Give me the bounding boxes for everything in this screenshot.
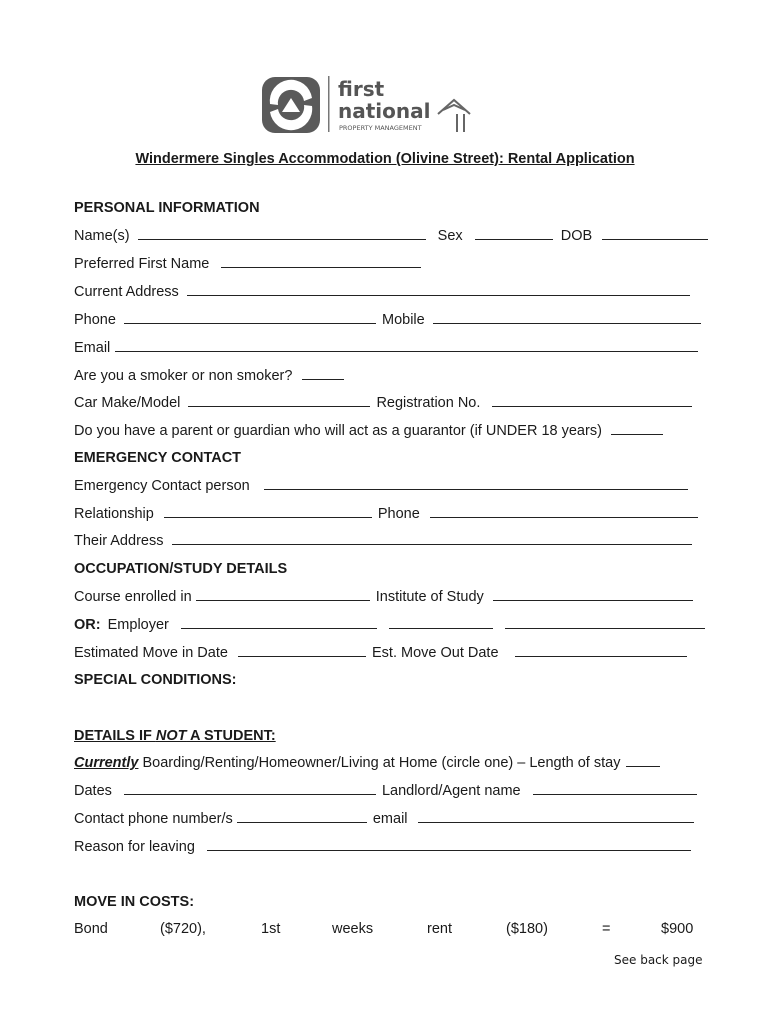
- contact-phone-label: Contact phone number/s: [74, 811, 233, 827]
- smoker-field[interactable]: [302, 366, 344, 380]
- dates-field[interactable]: [124, 781, 376, 795]
- landlord-label: Landlord/Agent name: [381, 783, 521, 799]
- reason-label: Reason for leaving: [74, 839, 195, 855]
- smoker-label: Are you a smoker or non smoker?: [74, 368, 293, 384]
- dob-field[interactable]: [602, 226, 708, 240]
- guarantor-row: [74, 421, 663, 441]
- preferred-name-row: [74, 254, 421, 274]
- current-address-field[interactable]: [187, 282, 690, 296]
- dates-label: Dates: [74, 783, 112, 799]
- emergency-person-row: [74, 476, 688, 496]
- relationship-label: Relationship: [74, 506, 154, 522]
- email-label: Email: [74, 340, 111, 356]
- email-field[interactable]: [115, 338, 698, 352]
- personal-info-heading: PERSONAL INFORMATION: [74, 200, 260, 216]
- email-row: [74, 338, 698, 358]
- emergency-person-field[interactable]: [264, 476, 688, 490]
- cost-word: Bond: [74, 921, 108, 937]
- landlord-field[interactable]: [533, 781, 697, 795]
- guarantor-label: Do you have a parent or guardian who will act as a guarantor (if UNDER 18 years): [74, 423, 602, 439]
- accommodation-status-text: Boarding/Renting/Homeowner/Living at Home (circle one) – Length of stay: [142, 755, 621, 771]
- phone-row: [74, 310, 701, 330]
- guarantor-field[interactable]: [611, 421, 663, 435]
- contact-phone-field[interactable]: [237, 809, 367, 823]
- registration-field[interactable]: [492, 393, 692, 407]
- cost-word: 1st: [261, 921, 281, 937]
- course-row: [74, 587, 693, 607]
- move-out-field[interactable]: [515, 643, 687, 657]
- logo-brand-line2: national: [338, 99, 431, 123]
- currently-label: Currently: [74, 755, 139, 771]
- car-field[interactable]: [188, 393, 370, 407]
- special-conditions-heading: SPECIAL CONDITIONS:: [74, 672, 237, 688]
- currently-row: [74, 753, 660, 773]
- dates-row: [74, 781, 697, 801]
- logo-brand-line1: first: [338, 77, 385, 101]
- cost-word: weeks: [332, 921, 374, 937]
- relationship-field[interactable]: [164, 504, 372, 518]
- mobile-field[interactable]: [433, 310, 701, 324]
- move-in-costs-heading: MOVE IN COSTS:: [74, 894, 195, 910]
- move-dates-row: [74, 643, 687, 663]
- current-address-label: Current Address: [74, 284, 179, 300]
- emergency-person-label: Emergency Contact person: [74, 478, 250, 494]
- landlord-email-field[interactable]: [418, 809, 694, 823]
- not-student-heading-post: A STUDENT:: [186, 728, 276, 744]
- house-icon: [438, 100, 470, 132]
- occupation-heading: OCCUPATION/STUDY DETAILS: [74, 561, 288, 577]
- phone-label: Phone: [74, 312, 116, 328]
- cost-word: rent: [427, 921, 452, 937]
- logo-tagline: PROPERTY MANAGEMENT: [339, 124, 422, 132]
- preferred-name-field[interactable]: [221, 254, 421, 268]
- cost-word: ($180): [506, 921, 548, 937]
- institute-field[interactable]: [493, 587, 693, 601]
- or-label: OR:: [74, 617, 101, 633]
- form-title: Windermere Singles Accommodation (Olivine Street): Rental Application: [135, 151, 635, 167]
- move-in-label: Estimated Move in Date: [74, 645, 228, 661]
- not-student-heading-pre: DETAILS IF: [74, 728, 156, 744]
- car-row: [74, 393, 692, 413]
- relationship-row: [74, 504, 698, 524]
- landlord-email-label: email: [372, 811, 408, 827]
- names-row: [74, 226, 708, 246]
- move-in-costs-row: [74, 919, 696, 939]
- employer-field[interactable]: [181, 615, 377, 629]
- see-back-page-note: See back page: [614, 953, 703, 967]
- their-address-row: [74, 531, 692, 551]
- first-national-logo: [260, 74, 476, 136]
- their-address-field[interactable]: [172, 531, 692, 545]
- not-student-heading-not: NOT: [155, 728, 187, 744]
- employer-field-2[interactable]: [389, 615, 493, 629]
- phone-field[interactable]: [124, 310, 376, 324]
- emergency-phone-label: Phone: [377, 506, 420, 522]
- car-label: Car Make/Model: [74, 395, 181, 411]
- registration-label: Registration No.: [376, 395, 481, 411]
- course-field[interactable]: [196, 587, 370, 601]
- names-field[interactable]: [138, 226, 426, 240]
- not-student-heading: [74, 726, 276, 746]
- emergency-contact-heading: EMERGENCY CONTACT: [74, 450, 242, 466]
- cost-word: =: [602, 921, 611, 937]
- cost-word: ($720),: [160, 921, 206, 937]
- preferred-name-label: Preferred First Name: [74, 256, 210, 272]
- emergency-phone-field[interactable]: [430, 504, 698, 518]
- their-address-label: Their Address: [74, 533, 164, 549]
- sex-field[interactable]: [475, 226, 553, 240]
- names-label: Name(s): [74, 228, 130, 244]
- sex-label: Sex: [437, 228, 463, 244]
- move-in-field[interactable]: [238, 643, 366, 657]
- smoker-row: [74, 366, 344, 386]
- employer-field-3[interactable]: [505, 615, 705, 629]
- move-out-label: Est. Move Out Date: [372, 645, 499, 661]
- contact-phone-row: [74, 809, 694, 829]
- mobile-label: Mobile: [382, 312, 425, 328]
- dob-label: DOB: [560, 228, 593, 244]
- reason-field[interactable]: [207, 837, 691, 851]
- length-of-stay-field[interactable]: [626, 753, 660, 767]
- course-label: Course enrolled in: [74, 589, 192, 605]
- cost-word: $900: [661, 921, 694, 937]
- reason-row: [74, 837, 691, 857]
- current-address-row: [74, 282, 690, 302]
- institute-label: Institute of Study: [375, 589, 484, 605]
- employer-label: Employer: [107, 617, 169, 633]
- employer-row: [74, 615, 705, 635]
